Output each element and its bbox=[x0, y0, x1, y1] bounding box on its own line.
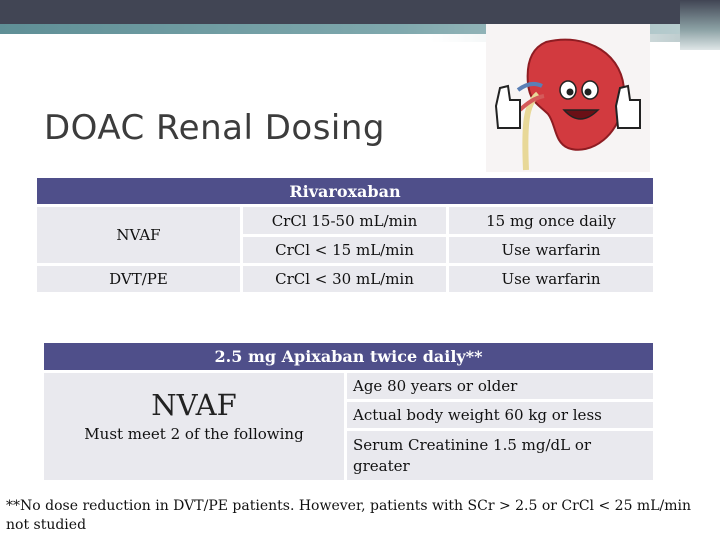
apixaban-requirement-text: Must meet 2 of the following bbox=[84, 425, 304, 443]
apixaban-header: 2.5 mg Apixaban twice daily** bbox=[44, 343, 653, 370]
row1-crcl-cell: CrCl 15-50 mL/min bbox=[243, 207, 446, 234]
rivaroxaban-header: Rivaroxaban bbox=[37, 178, 653, 204]
row2-dose-cell: Use warfarin bbox=[449, 237, 653, 263]
criterion-creatinine: Serum Creatinine 1.5 mg/dL or greater bbox=[347, 431, 653, 480]
row3-indication-cell: DVT/PE bbox=[37, 266, 240, 292]
row1-indication-cell: NVAF bbox=[37, 207, 240, 263]
apixaban-indication-label: NVAF bbox=[151, 388, 237, 422]
slide-title: DOAC Renal Dosing bbox=[44, 108, 385, 148]
row1-dose-cell: 15 mg once daily bbox=[449, 207, 653, 234]
criterion-weight: Actual body weight 60 kg or less bbox=[347, 402, 653, 428]
row2-crcl-cell: CrCl < 15 mL/min bbox=[243, 237, 446, 263]
row3-crcl-cell: CrCl < 30 mL/min bbox=[243, 266, 446, 292]
top-bar bbox=[0, 0, 720, 24]
row3-dose-cell: Use warfarin bbox=[449, 266, 653, 292]
footnote: **No dose reduction in DVT/PE patients. However, patients with SCr > 2.5 or CrCl < 25 mL/min not studied bbox=[6, 498, 691, 533]
top-right-block bbox=[680, 0, 720, 50]
criterion-age: Age 80 years or older bbox=[347, 373, 653, 399]
kidney-cartoon-image bbox=[486, 24, 650, 172]
